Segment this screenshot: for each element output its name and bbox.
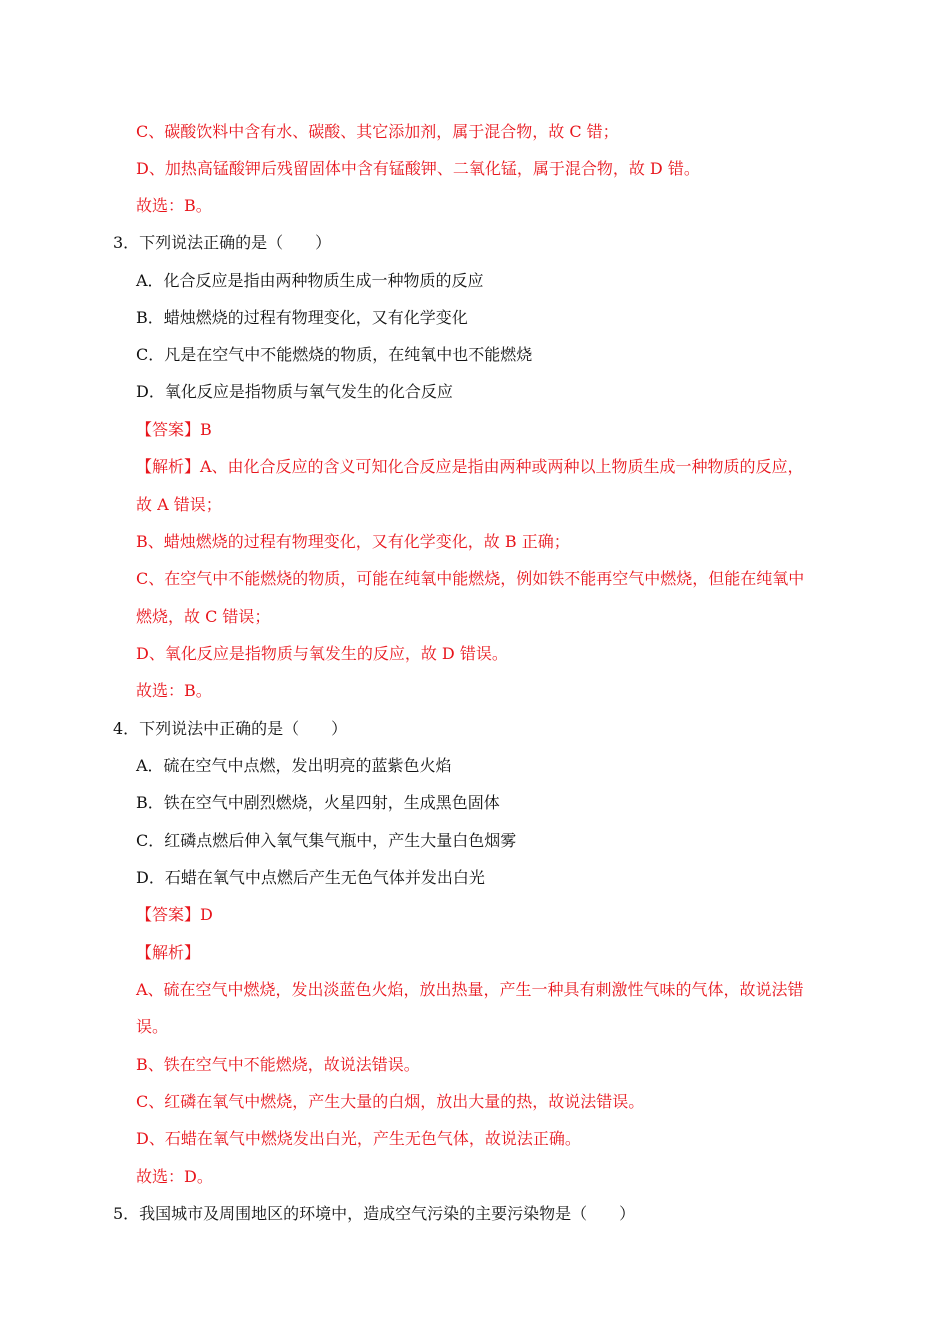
question-3-analysis-b: B、蜡烛燃烧的过程有物理变化，又有化学变化，故 B 正确； bbox=[136, 532, 570, 551]
question-3-option-b: B．蜡烛燃烧的过程有物理变化，又有化学变化 bbox=[136, 308, 468, 327]
question-4-analysis-a-line2: 误。 bbox=[136, 1017, 169, 1036]
question-3-answer: 【答案】B bbox=[136, 420, 212, 439]
question-3-conclusion: 故选：B。 bbox=[136, 681, 212, 700]
question-4-option-a: A．硫在空气中点燃，发出明亮的蓝紫色火焰 bbox=[136, 756, 452, 775]
question-4-answer: 【答案】D bbox=[136, 905, 213, 924]
question-4-option-c: C．红磷点燃后伸入氧气集气瓶中，产生大量白色烟雾 bbox=[136, 831, 517, 850]
question-3-analysis-c-line1: C、在空气中不能燃烧的物质，可能在纯氧中能燃烧，例如铁不能再空气中燃烧，但能在纯氧中 bbox=[136, 569, 805, 588]
question-3-analysis-d: D、氧化反应是指物质与氧发生的反应，故 D 错误。 bbox=[136, 644, 508, 663]
question-4-analysis-title: 【解析】 bbox=[136, 943, 201, 962]
question-3-stem: 3．下列说法正确的是（ ） bbox=[113, 233, 332, 252]
question-5-stem: 5．我国城市及周围地区的环境中，造成空气污染的主要污染物是（ ） bbox=[113, 1204, 636, 1223]
question-4-analysis-d: D、石蜡在氧气中燃烧发出白光，产生无色气体，故说法正确。 bbox=[136, 1129, 581, 1148]
question-3-option-d: D．氧化反应是指物质与氧气发生的化合反应 bbox=[136, 382, 453, 401]
question-4-analysis-a-line1: A、硫在空气中燃烧，发出淡蓝色火焰，放出热量，产生一种具有刺激性气味的气体，故说法错 bbox=[136, 980, 804, 999]
question-3-option-a: A．化合反应是指由两种物质生成一种物质的反应 bbox=[136, 271, 484, 290]
question-4-analysis-c: C、红磷在氧气中燃烧，产生大量的白烟，放出大量的热，故说法错误。 bbox=[136, 1092, 645, 1111]
question-4-conclusion: 故选：D。 bbox=[136, 1167, 213, 1186]
question-4-analysis-b: B、铁在空气中不能燃烧，故说法错误。 bbox=[136, 1055, 420, 1074]
prev-analysis-c: C、碳酸饮料中含有水、碳酸、其它添加剂，属于混合物，故 C 错； bbox=[136, 122, 619, 141]
question-3-analysis-line1: 【解析】A、由化合反应的含义可知化合反应是指由两种或两种以上物质生成一种物质的反应， bbox=[136, 457, 804, 476]
question-3-option-c: C．凡是在空气中不能燃烧的物质，在纯氧中也不能燃烧 bbox=[136, 345, 533, 364]
prev-analysis-d: D、加热高锰酸钾后残留固体中含有锰酸钾、二氧化锰，属于混合物，故 D 错。 bbox=[136, 159, 700, 178]
question-3-analysis-line2: 故 A 错误； bbox=[136, 495, 222, 514]
question-4-stem: 4．下列说法中正确的是（ ） bbox=[113, 719, 348, 738]
prev-conclusion: 故选：B。 bbox=[136, 196, 212, 215]
question-4-option-b: B．铁在空气中剧烈燃烧，火星四射，生成黑色固体 bbox=[136, 793, 500, 812]
question-3-analysis-c-line2: 燃烧，故 C 错误； bbox=[136, 607, 271, 626]
question-4-option-d: D．石蜡在氧气中点燃后产生无色气体并发出白光 bbox=[136, 868, 485, 887]
